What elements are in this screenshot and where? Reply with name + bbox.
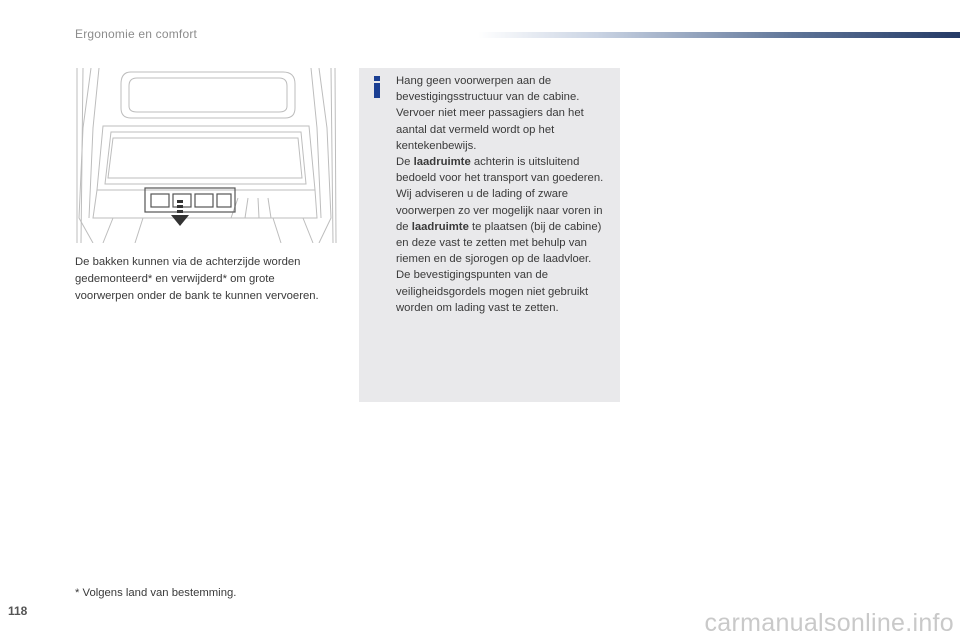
watermark: carmanualsonline.info: [704, 609, 954, 637]
cabin-storage-illustration: [73, 68, 338, 243]
info-paragraph-1: Hang geen voorwerpen aan de bevestigingsstructuur van de cabine.: [396, 75, 580, 104]
info-box: [359, 68, 620, 402]
info-icon: [369, 76, 385, 98]
cabin-rear-drawing: [73, 68, 338, 243]
bold-term: laadruimte: [413, 156, 471, 169]
info-paragraph-4: Wij adviseren u de lading of zware voorwerpen zo ver mogelijk naar voren in de laadruimte te plaatsen (bij de cabine) en deze vast te zetten met behulp van riemen en de sjorogen op de laadvloer.: [396, 188, 603, 266]
header-gradient-bar: [478, 32, 960, 38]
footnote: * Volgens land van bestemming.: [75, 587, 237, 599]
removal-arrow-icon: [171, 200, 189, 226]
info-paragraph-2: Vervoer niet meer passagiers dan het aantal dat vermeld wordt op het kentekenbewijs.: [396, 107, 584, 152]
section-title: Ergonomie en comfort: [75, 27, 198, 41]
bold-term: laadruimte: [411, 220, 469, 233]
tray-removal-paragraph: De bakken kunnen via de achterzijde worden gedemonteerd* en verwijderd* om grote voorwerpen onder de bank te kunnen vervoeren.: [75, 256, 319, 302]
info-paragraph-5: De bevestigingspunten van de veiligheidsgordels mogen niet gebruikt worden om lading vast te zetten.: [396, 269, 589, 314]
info-paragraph-3: De laadruimte achterin is uitsluitend bedoeld voor het transport van goederen.: [396, 156, 604, 185]
page-number: 118: [8, 604, 28, 618]
info-text: [396, 73, 616, 316]
